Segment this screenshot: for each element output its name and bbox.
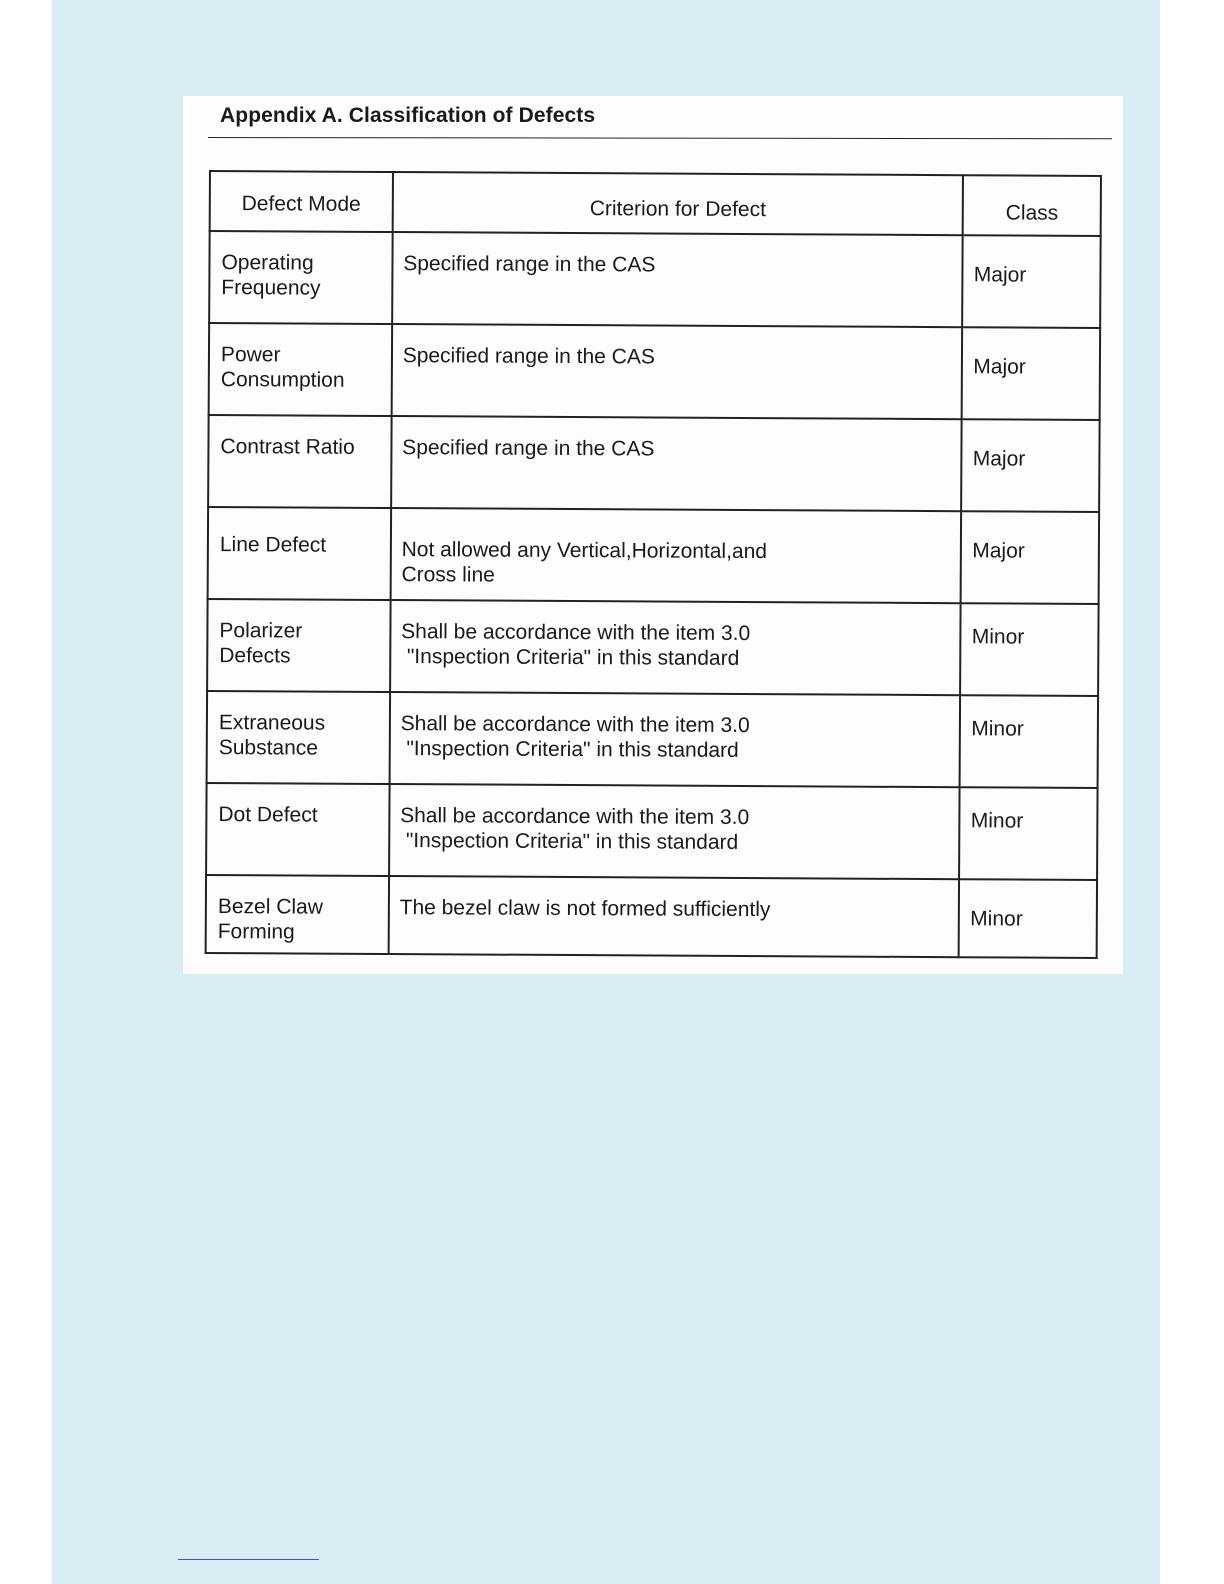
heading-underline [208, 137, 1112, 139]
defect-mode-line: Substance [218, 736, 319, 760]
criterion-line: "Inspection Criteria" in this standard [399, 829, 739, 854]
criterion-line: Cross line [401, 563, 495, 587]
defect-mode-cell [209, 231, 392, 324]
defect-mode-line: Consumption [220, 368, 345, 392]
criterion-line: Specified range in the CAS [403, 252, 656, 277]
criterion-line: Specified range in the CAS [402, 436, 655, 461]
criterion-cell [391, 416, 962, 511]
header-defect-mode: Defect Mode [210, 171, 393, 232]
table-row [208, 415, 1099, 512]
criterion-line: "Inspection Criteria" in this standard [400, 645, 740, 670]
class-cell: Major [961, 419, 1099, 512]
class-cell: Minor [959, 787, 1097, 880]
table-row [207, 691, 1098, 788]
defect-mode-cell [207, 599, 390, 692]
criterion-line: Specified range in the CAS [402, 344, 655, 369]
criterion-line: Shall be accordance with the item 3.0 [400, 804, 750, 830]
defect-mode-cell [209, 323, 392, 416]
class-cell: Major [962, 327, 1100, 420]
defect-mode-line: Power [220, 343, 281, 367]
criterion-line: "Inspection Criteria" in this standard [400, 737, 739, 762]
criterion-cell [388, 876, 959, 957]
criterion-cell [392, 232, 963, 327]
defect-mode-line: Bezel Claw [217, 895, 323, 919]
class-cell: Major [963, 235, 1101, 328]
defect-mode-line: Contrast Ratio [220, 435, 355, 459]
header-criterion: Criterion for Defect [392, 172, 963, 235]
table-row [206, 875, 1097, 958]
criterion-cell [390, 600, 961, 695]
table-header-row [210, 171, 1101, 236]
class-cell: Minor [960, 695, 1098, 788]
criterion-cell [389, 784, 960, 879]
defect-mode-line: Polarizer [219, 619, 303, 643]
criterion-cell [391, 324, 962, 419]
criterion-line: Shall be accordance with the item 3.0 [401, 620, 751, 646]
page-background [52, 0, 1160, 1584]
defect-mode-cell [208, 507, 391, 600]
criterion-cell [390, 508, 961, 603]
criterion-line: The bezel claw is not formed sufficiently [399, 896, 771, 922]
criterion-line: Not allowed any Vertical,Horizontal,and [401, 538, 768, 564]
footnote-separator [178, 1559, 319, 1560]
defect-mode-line: Defects [219, 644, 291, 668]
defect-mode-cell [207, 691, 390, 784]
defect-mode-line: Extraneous [218, 711, 326, 735]
defect-mode-line: Line Defect [219, 533, 327, 557]
table-row [209, 231, 1100, 328]
header-class: Class [963, 175, 1101, 236]
criterion-line: Shall be accordance with the item 3.0 [400, 712, 750, 738]
scanned-page [183, 96, 1123, 974]
table-row [207, 599, 1098, 696]
table-row [209, 323, 1100, 420]
defect-mode-cell [208, 415, 391, 508]
defect-mode-cell [206, 783, 389, 876]
class-cell: Minor [960, 603, 1098, 696]
table-row [208, 507, 1100, 604]
criterion-cell [389, 692, 960, 787]
class-cell: Major [961, 511, 1099, 604]
defect-mode-cell [206, 875, 389, 954]
table-row [206, 783, 1097, 880]
defect-mode-line: Dot Defect [218, 803, 318, 827]
defect-mode-line: Frequency [221, 276, 321, 300]
defect-classification-table [205, 170, 1102, 959]
appendix-heading: Appendix A. Classification of Defects [220, 104, 596, 127]
class-cell: Minor [959, 879, 1097, 958]
defect-mode-line: Operating [221, 251, 314, 275]
defect-mode-line: Forming [217, 920, 295, 944]
